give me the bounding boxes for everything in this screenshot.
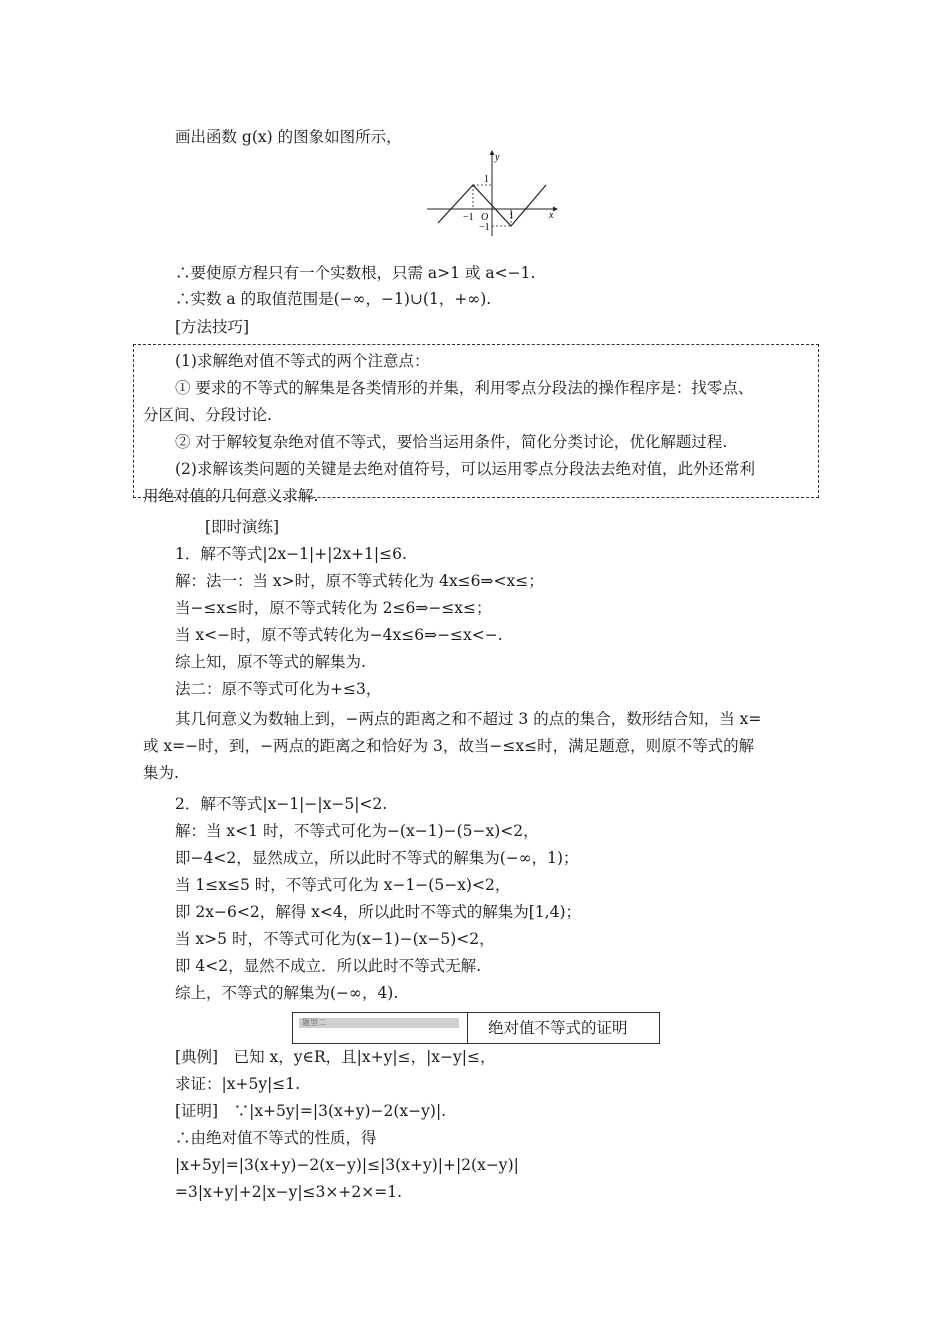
practice-heading: [即时演练] (205, 518, 280, 536)
q2-line-2: 解：当 x<1 时，不等式可化为−(x−1)−(5−x)<2， (175, 822, 539, 840)
example-line-4: ∴由绝对值不等式的性质，得 (175, 1129, 377, 1147)
tip-line-5: (2)求解该类问题的关键是去绝对值符号，可以运用零点分段法去绝对值，此外还常利 (175, 460, 755, 478)
origin-label: O (481, 212, 489, 223)
example-line-1: [典例] 已知 x，y∈R，且|x+y|≤，|x−y|≤， (175, 1048, 496, 1066)
topic-tag (293, 1013, 468, 1043)
q1-line-2: 解：法一：当 x>时，原不等式转化为 4x≤6⇒<x≤； (175, 572, 544, 590)
topic-tag-bar (299, 1018, 459, 1028)
tip-line-2: ① 要求的不等式的解集是各类情形的并集，利用零点分段法的操作程序是：找零点、 (175, 379, 754, 397)
q2-line-5: 即 2x−6<2，解得 x<4，所以此时不等式的解集为[1,4)； (175, 903, 581, 921)
q1-line-4: 当 x<−时，原不等式转化为−4x≤6⇒−≤x<−. (175, 626, 503, 644)
intro-line: 画出函数 g(x) 的图象如图所示， (175, 128, 402, 146)
tick-label-y1: 1 (484, 174, 489, 185)
q1-line-5: 综上知，原不等式的解集为. (175, 653, 366, 671)
q2-line-6: 当 x>5 时，不等式可化为(x−1)−(x−5)<2， (175, 930, 495, 948)
q1-line-1: 1．解不等式|2x−1|+|2x+1|≤6. (175, 545, 407, 563)
q2-line-3: 即−4<2，显然成立，所以此时不等式的解集为(−∞，1)； (175, 849, 579, 867)
q2-line-7: 即 4<2，显然不成立．所以此时不等式无解. (175, 957, 482, 975)
topic-title: 绝对值不等式的证明 (488, 1019, 628, 1037)
methods-heading: [方法技巧] (175, 318, 250, 336)
tick-label-x-neg1: −1 (463, 212, 474, 223)
example-line-5: |x+5y|=|3(x+y)−2(x−y)|≤|3(x+y)|+|2(x−y)| (175, 1156, 519, 1174)
tip-line-3: 分区间、分段讨论. (143, 406, 272, 424)
y-axis-label: y (495, 152, 500, 163)
q2-line-8: 综上，不等式的解集为(−∞，4). (175, 984, 399, 1002)
q1-line-9: 集为. (143, 764, 179, 782)
example-line-2: 求证：|x+5y|≤1. (175, 1075, 301, 1093)
x-axis-label: x (549, 210, 554, 221)
example-line-6: =3|x+y|+2|x−y|≤3×+2×=1. (175, 1183, 403, 1201)
conclusion-line-1: ∴要使原方程只有一个实数根，只需 a>1 或 a<−1. (175, 264, 536, 282)
topic-tag-label: 题型二 (302, 1018, 326, 1027)
q1-line-7: 其几何意义为数轴上到，−两点的距离之和不超过 3 的点的集合，数形结合知，当 x= (175, 710, 762, 728)
q1-line-8: 或 x=−时，到，−两点的距离之和恰好为 3，故当−≤x≤时，满足题意，则原不等式的解 (143, 737, 755, 755)
tip-line-4: ② 对于解较复杂绝对值不等式，要恰当运用条件，简化分类讨论，优化解题过程. (175, 433, 728, 451)
q2-line-1: 2．解不等式|x−1|−|x−5|<2. (175, 795, 388, 813)
topic-header (292, 1012, 660, 1044)
tick-label-y-neg1: −1 (479, 222, 490, 233)
x-axis-arrow (553, 207, 558, 212)
tick-label-x1: 1 (509, 210, 514, 221)
q1-line-6: 法二：原不等式可化为+≤3， (175, 680, 382, 698)
q1-line-3: 当−≤x≤时，原不等式转化为 2≤6⇒−≤x≤； (175, 599, 492, 617)
y-axis-arrow (490, 150, 495, 155)
tip-line-1: (1)求解绝对值不等式的两个注意点： (175, 352, 430, 370)
conclusion-line-2: ∴实数 a 的取值范围是(−∞，−1)∪(1，+∞). (175, 290, 492, 308)
tip-line-6: 用绝对值的几何意义求解. (143, 487, 319, 505)
q2-line-4: 当 1≤x≤5 时，不等式可化为 x−1−(5−x)<2， (175, 876, 511, 894)
function-graph (425, 148, 560, 238)
example-line-3: [证明] ∵|x+5y|=|3(x+y)−2(x−y)|. (175, 1102, 447, 1120)
